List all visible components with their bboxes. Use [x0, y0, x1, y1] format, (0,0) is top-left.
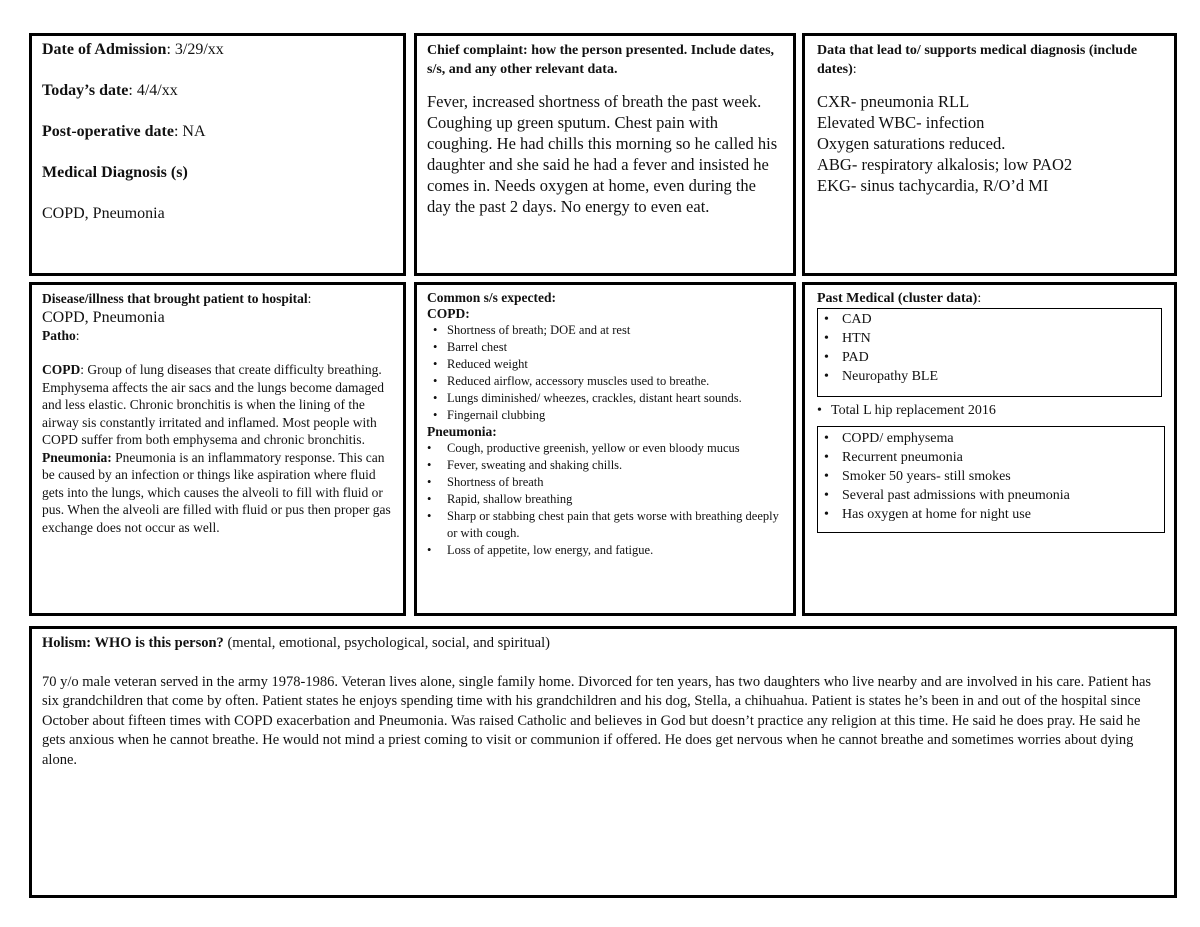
disease-heading: [42, 290, 393, 308]
supporting-data-line: Oxygen saturations reduced.: [817, 134, 1006, 153]
holism-box: [29, 626, 1177, 898]
common-ss-pneumonia-label: Pneumonia:: [427, 424, 497, 439]
list-item: • Rapid, shallow breathing: [427, 491, 783, 508]
list-item: • Loss of appetite, low energy, and fatigue.: [427, 542, 783, 559]
common-ss-box: [414, 282, 796, 616]
past-medical-cluster-2: [817, 426, 1165, 533]
list-item: • Several past admissions with pneumonia: [818, 486, 1164, 505]
list-item: • COPD/ emphysema: [818, 429, 1164, 448]
today-date-value: : 4/4/xx: [128, 82, 178, 99]
common-ss-copd-label: COPD:: [427, 306, 470, 321]
supporting-data-line: Elevated WBC- infection: [817, 113, 985, 132]
list-item: • Cough, productive greenish, yellow or even bloody mucus: [427, 440, 783, 457]
today-date-row: [42, 81, 393, 101]
postop-date-label: Post-operative date: [42, 123, 174, 140]
diagnosis-label-row: [42, 163, 393, 183]
common-ss-heading: Common s/s expected:: [427, 290, 556, 305]
list-item: • Recurrent pneumonia: [818, 448, 1164, 467]
list-item: • Shortness of breath; DOE and at rest: [427, 322, 783, 339]
patho-label: Patho: [42, 327, 76, 343]
diagnosis-label: Medical Diagnosis (s): [42, 164, 188, 181]
past-medical-heading: [817, 290, 1162, 308]
diagnosis-value: COPD, Pneumonia: [42, 205, 165, 222]
holism-heading-bold: Holism: WHO is this person?: [42, 635, 224, 651]
disease-box: [29, 282, 406, 616]
past-medical-heading-bold: Past Medical (cluster data): [817, 291, 978, 306]
list-item: • Total L hip replacement 2016: [817, 401, 1162, 420]
disease-value: COPD, Pneumonia: [42, 308, 165, 326]
chief-complaint-box: [414, 33, 796, 276]
supporting-data-box: [802, 33, 1177, 276]
supporting-data-heading: [817, 41, 1162, 79]
common-ss-pneumonia-list: [427, 440, 783, 559]
copd-patho: [42, 361, 393, 449]
past-medical-single: [817, 401, 1162, 420]
patho-suffix: :: [75, 327, 80, 343]
pneumonia-patho-label: Pneumonia:: [42, 449, 112, 465]
postop-date-value: : NA: [173, 123, 206, 140]
admission-info-box: [29, 33, 406, 276]
supporting-data-line: CXR- pneumonia RLL: [817, 92, 970, 111]
list-item: • Shortness of breath: [427, 474, 783, 491]
pneumonia-patho-text: Pneumonia is an inflammatory response. This can be caused by an infection or things like aspiration where fluid gets into the lungs, which causes the alveoli to fill with fluid or pus. When the alveoli are filled with fluid or pus then proper gas exchange does not occur as well.: [42, 449, 391, 535]
list-item: • Neuropathy BLE: [818, 367, 1161, 386]
past-medical-heading-suffix: :: [977, 291, 982, 306]
list-item: • Barrel chest: [427, 339, 783, 356]
supporting-data-line: EKG- sinus tachycardia, R/O’d MI: [817, 176, 1049, 195]
holism-heading-rest: (mental, emotional, psychological, social, and spiritual): [223, 635, 550, 651]
today-date-label: Today’s date: [42, 82, 129, 99]
copd-patho-label: COPD: [42, 362, 81, 377]
list-item: • Fever, sweating and shaking chills.: [427, 457, 783, 474]
list-item: • Reduced weight: [427, 356, 783, 373]
list-item: • Smoker 50 years- still smokes: [818, 467, 1164, 486]
chief-complaint-heading: Chief complaint: how the person presented. Include dates, s/s, and any other relevant data.: [427, 43, 775, 77]
admission-date-value: : 3/29/xx: [166, 41, 224, 58]
list-item: • Fingernail clubbing: [427, 407, 783, 424]
copd-patho-text: : Group of lung diseases that create difficulty breathing. Emphysema affects the air sacs and the lungs become damaged and less elastic. Chronic bronchitis is when the lining of the airway sis constantly irritated and inflamed. Most people with COPD suffer from both emphysema and chronic bronchitis.: [42, 362, 385, 447]
list-item: • CAD: [818, 310, 1161, 329]
list-item: • Sharp or stabbing chest pain that gets worse with breathing deeply or with cough.: [427, 508, 783, 542]
list-item: • HTN: [818, 329, 1161, 348]
list-item: • Lungs diminished/ wheezes, crackles, distant heart sounds.: [427, 390, 783, 407]
patho-label-row: [42, 327, 393, 345]
admission-date-row: [42, 40, 393, 60]
past-medical-cluster-1: [817, 308, 1162, 397]
chief-complaint-text: Fever, increased shortness of breath the past week. Coughing up green sputum. Chest pain with coughing. He had chills this morning so he called his daughter and she said he had a fever and insisted he comes in. Needs oxygen at home, even during the day the past 2 days. No energy to even eat.: [427, 92, 778, 216]
supporting-data-heading-bold: Data that lead to/ supports medical diagnosis (include dates): [817, 43, 1138, 77]
holism-text: 70 y/o male veteran served in the army 1978-1986. Veteran lives alone, single family home. Divorced for ten years, has two daughters who live nearby and are involved in his care. Patient has six grandchildren that come by often. Patient states he enjoys spending time with his grandchildren and his dog, Stella, a chihuahua. Patient is states he’s been in and out of the hospital since October about fifteen times with COPD exacerbation and Pneumonia. Was raised Catholic and believes in God but doesn’t practice any religion at this time. He said he does pray. He said he gets anxious when he cannot breathe. He would not mind a priest coming to visit or communion if offered. He does get nervous when he cannot breathe and sometimes worries about dying alone.: [42, 673, 1152, 768]
admission-date-label: Date of Admission: [42, 41, 167, 58]
pneumonia-patho: [42, 449, 393, 537]
common-ss-copd-list: [427, 322, 783, 424]
postop-date-row: [42, 122, 393, 142]
disease-heading-suffix: :: [307, 291, 312, 306]
holism-heading: [42, 634, 1164, 654]
past-medical-box: [802, 282, 1177, 616]
list-item: • PAD: [818, 348, 1161, 367]
supporting-data-line: ABG- respiratory alkalosis; low PAO2: [817, 155, 1073, 174]
list-item: • Has oxygen at home for night use: [818, 505, 1164, 524]
list-item: • Reduced airflow, accessory muscles used to breathe.: [427, 373, 783, 390]
disease-heading-bold: Disease/illness that brought patient to hospital: [42, 291, 308, 306]
supporting-data-heading-suffix: :: [852, 62, 857, 77]
